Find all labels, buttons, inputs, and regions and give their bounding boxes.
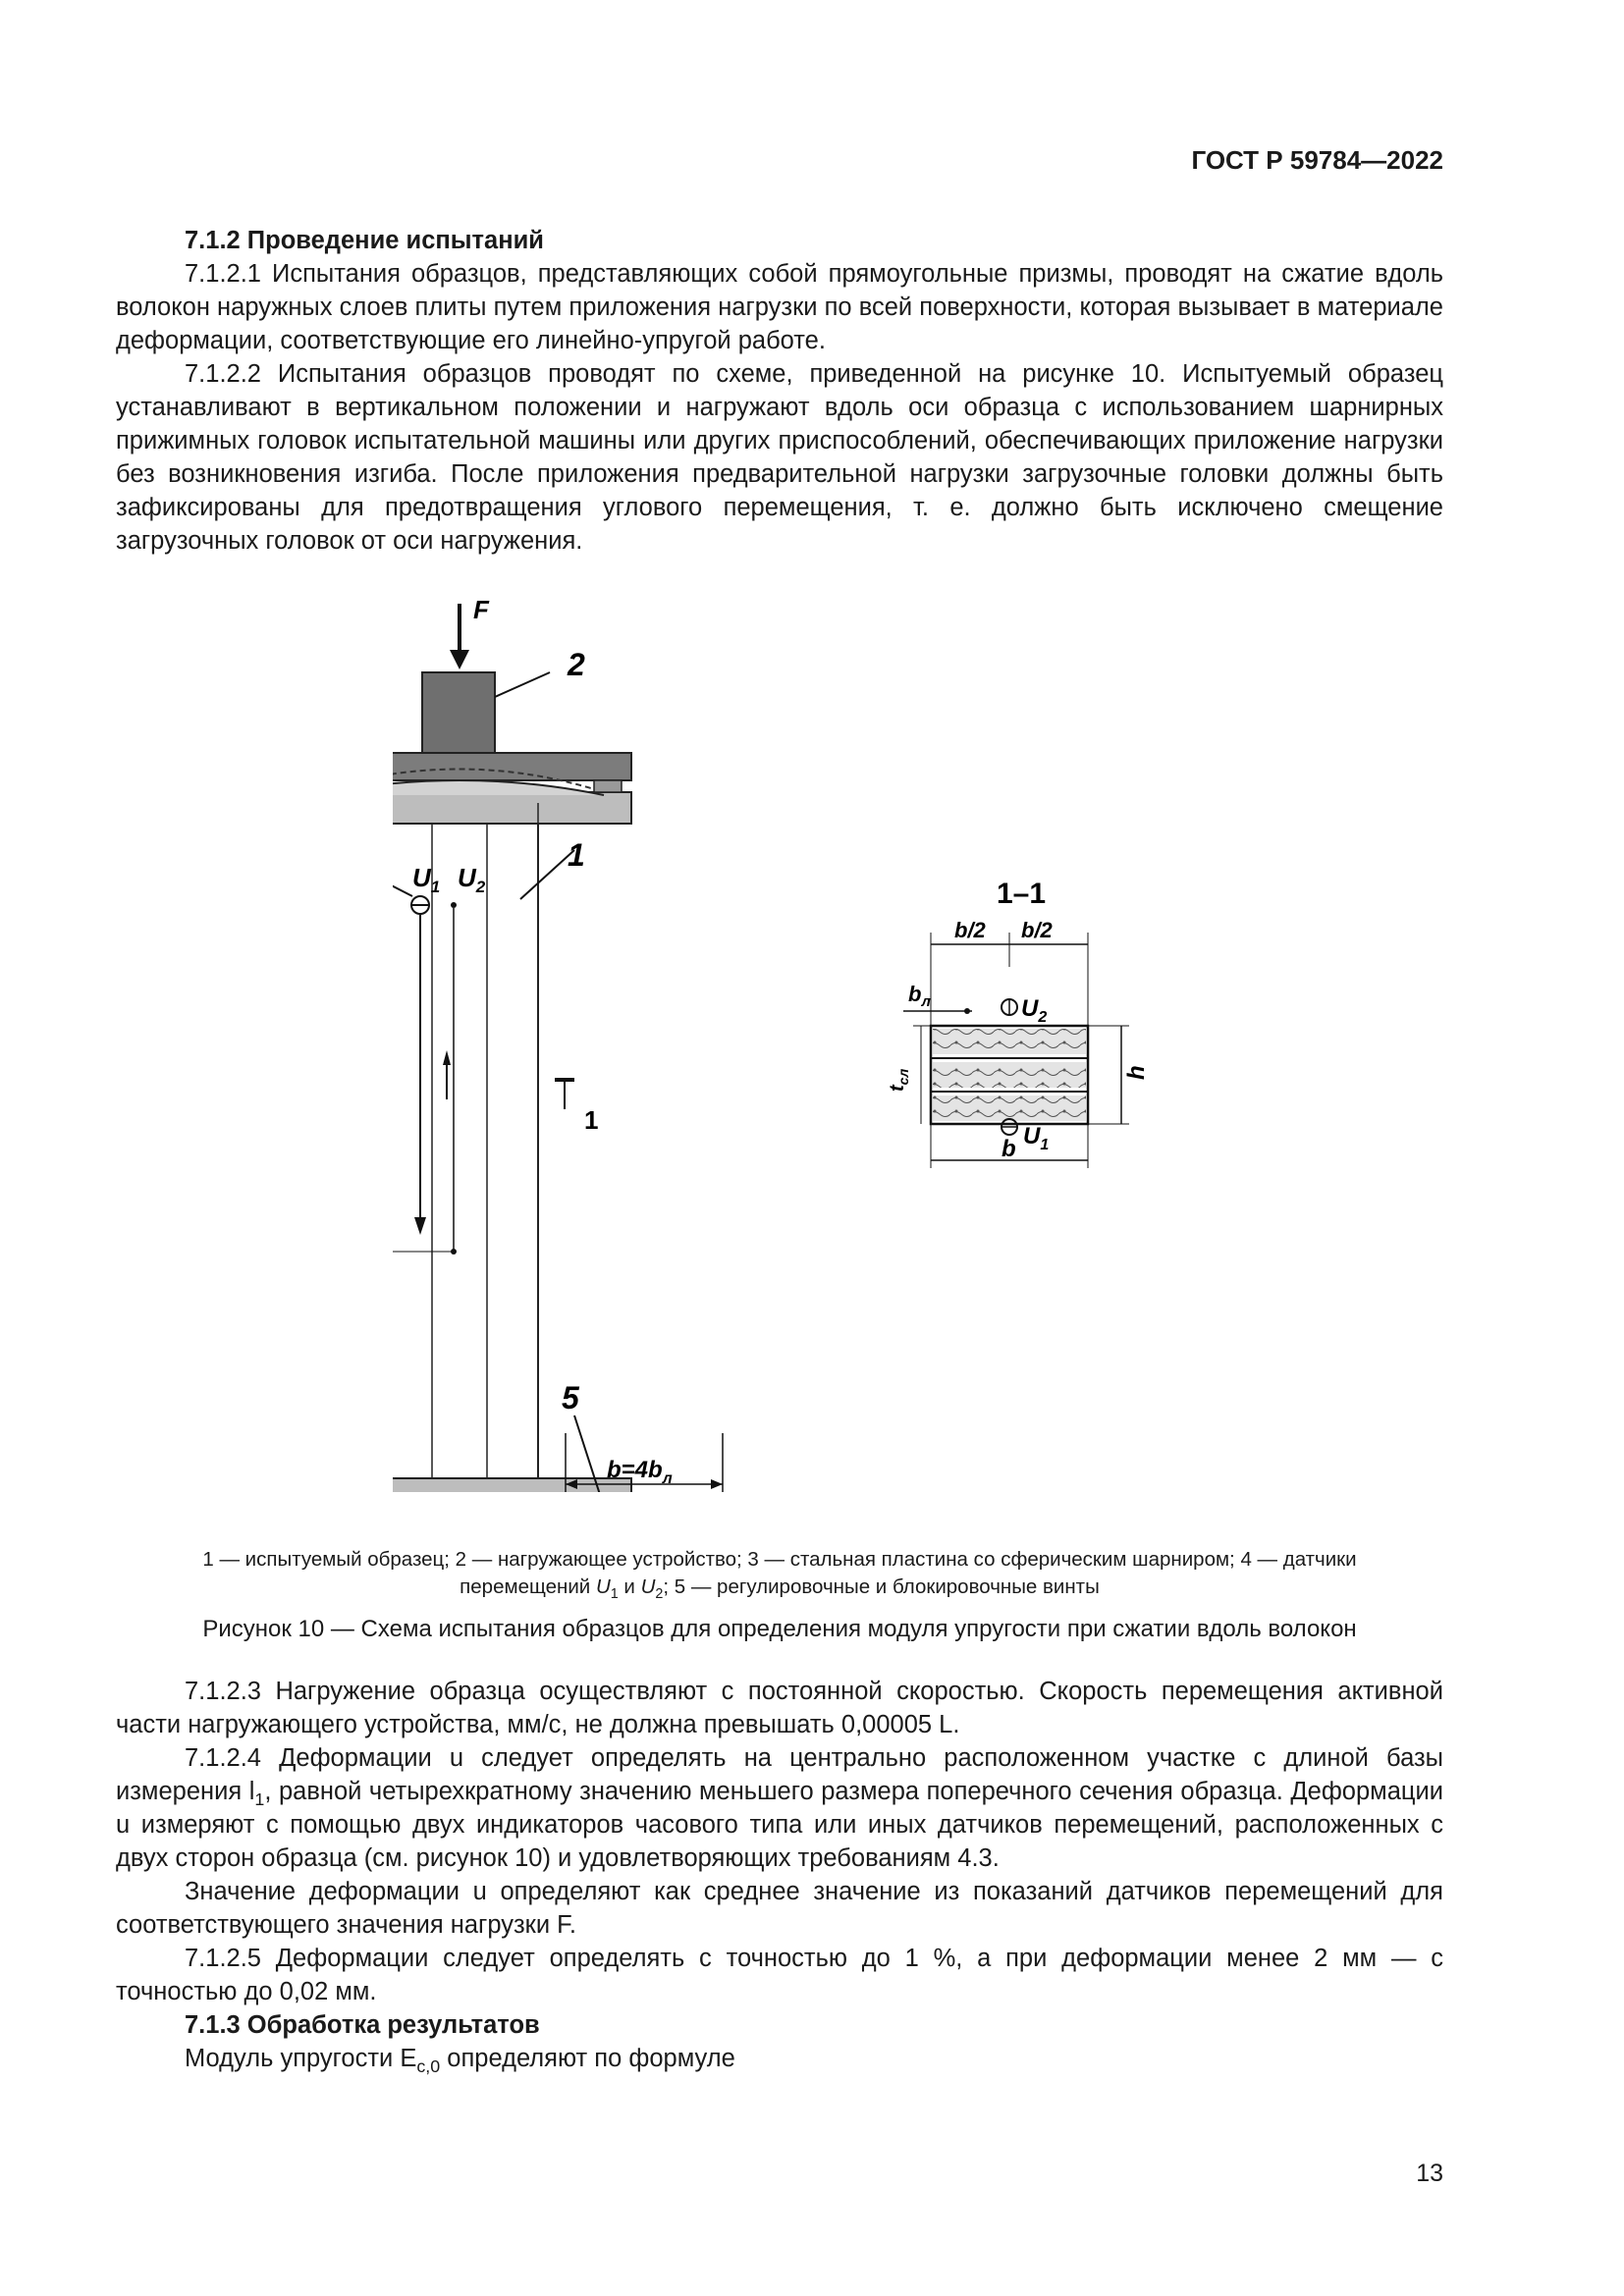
label-1: 1 [568,837,585,873]
legend-line-1: 1 — испытуемый образец; 2 — нагружающее устройство; 3 — стальная пластина со сферическим шарниром; 4 — датчики [202,1548,1357,1571]
top-plate-upper [393,753,631,780]
section-heading: 7.1.2 Проведение испытаний [185,227,544,254]
bottom-dimension [491,1433,805,1512]
top-plate-lower [393,792,631,824]
paragraph-7-1-2-1: 7.1.2.1 Испытания образцов, представляющих собой прямоугольные призмы, проводят на сжатие вдоль волокон наружных слоев плиты путем приложения нагрузки по всей поверхности, которая вызывает в материале деформации, соответствующие его линейно-упругой работе. [116,260,1443,354]
label-h: h [1123,1065,1150,1080]
label-b-half-right: b/2 [1021,918,1053,942]
loading-device [422,672,495,753]
paragraph-7-1-2-4: 7.1.2.4 Деформации u следует определять на центрально расположенном участке с длиной базы измерения $l_1$, равной четырехкратному значению меньшего размера поперечного сечения образца. Деформации u измеряют с помощью двух индикаторов часового типа или иных датчиков перемещений, расположенных с двух сторон образца (см. рисунок 10) и удовлетворяющих требованиям 4.3. [116,1744,1443,1872]
section-mark-right: 1 [584,1105,599,1135]
force-arrow [450,604,469,669]
section-title: 1–1 [997,878,1047,910]
section-continued [116,1675,1443,2075]
sensor-u2 [451,902,457,908]
page-number: 13 [1416,2160,1443,2187]
leader-2 [495,672,550,697]
figure-legend [116,1546,1443,1601]
section-layer-middle [933,1062,1086,1088]
adjust-screw-top-right [594,780,622,792]
section-layer-bottom [933,1095,1086,1121]
label-t-sl: $t_{сл}$ [887,1068,911,1092]
label-bl: $b_л$ [908,982,931,1010]
paragraph-formula-intro: Модуль упругости $E_{c,0}$ определяют по формуле [185,2045,735,2077]
label-b-half-left: b/2 [954,918,986,942]
section-heading-7-1-3: 7.1.3 Обработка результатов [185,2011,540,2039]
section-7-1-2 [116,224,1443,558]
section-u1-label: $U_1$ [1023,1123,1050,1153]
paragraph-7-1-2-3: 7.1.2.3 Нагружение образца осуществляют с постоянной скоростью. Скорость перемещения активной части нагружающего устройства, мм/с, не должна превышать 0,00005 L. [116,1678,1443,1738]
force-label: F [473,595,489,624]
legend-line-2: перемещений $U_1$ и $U_2$; 5 — регулировочные и блокировочные винты [460,1575,1100,1603]
label-b: b [1001,1136,1016,1162]
cross-section-1-1 [864,874,1178,1198]
document-code: ГОСТ Р 59784—2022 [1191,145,1443,175]
label-b-4bl: $b=4b_л$ [607,1457,673,1487]
figure-caption: Рисунок 10 — Схема испытания образцов для определения модуля упругости при сжатии вдоль волокон [202,1616,1357,1642]
paragraph-deformation-value: Значение деформации u определяют как среднее значение из показаний датчиков перемещений для соответствующего значения нагрузки F. [116,1878,1443,1939]
u1-label: $U_1$ [412,863,441,896]
specimen [393,824,538,1478]
label-5-bottom: 5 [562,1380,579,1415]
paragraph-7-1-2-2: 7.1.2.2 Испытания образцов проводят по схеме, приведенной на рисунке 10. Испытуемый образец устанавливают в вертикальном положении и нагружают вдоль оси образца с использованием шарнирных прижимных головок испытательной машины или других приспособлений, обеспечивающих приложение нагрузки без возникновения изгиба. После приложения предварительной нагрузки загрузочные головки должны быть зафиксированы для предотвращения углового перемещения, т. е. должно быть исключено смещение загрузочных головок от оси нагружения. [116,360,1443,555]
section-u2-label: $U_2$ [1021,995,1048,1026]
u2-label: $U_2$ [458,863,486,896]
section-layer-top [933,1029,1086,1054]
label-2: 2 [568,647,585,682]
paragraph-7-1-2-5: 7.1.2.5 Деформации следует определять с точностью до 1 %, а при деформации менее 2 мм — с точностью до 0,02 мм. [116,1945,1443,2005]
